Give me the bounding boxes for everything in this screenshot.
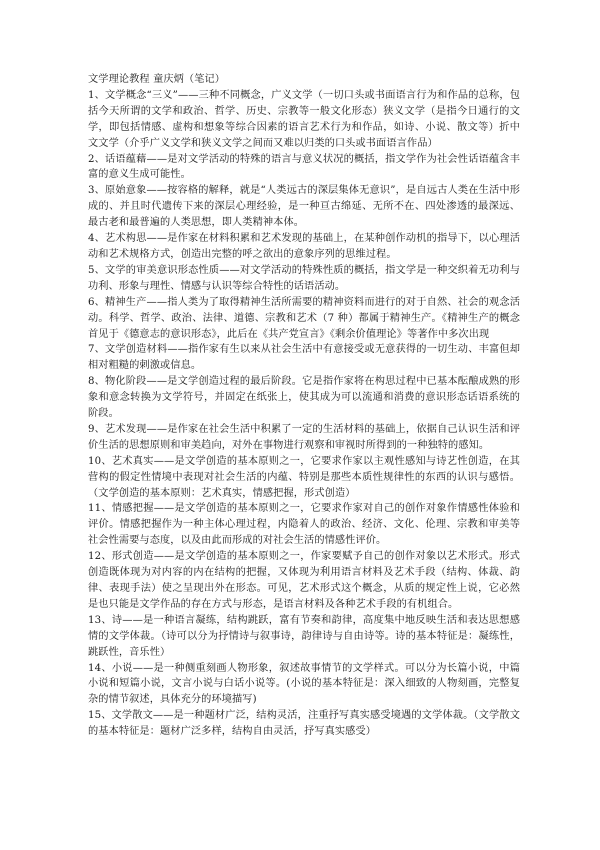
entry-11: 11、情感把握——是文学创造的基本原则之一，它要求作家对自己的创作对象作情感性体验和评价。情感把握作为一种主体心理过程，内隐着人的政治、经济、文化、伦理、宗教和审美等社会性需要与态度，以及由此而形成的对社会生活的情感性评价。 bbox=[88, 503, 520, 547]
entry-10: 10、艺术真实——是文学创造的基本原则之一，它要求作家以主观性感知与诗艺性创造，在其营构的假定性情境中表现对社会生活的内蕴、特别是那些本质性规律性的东西的认识与感悟。（文学创造的基本原则：艺术真实，情感把握，形式创造） bbox=[88, 455, 520, 499]
entry-8: 8、物化阶段——是文学创造过程的最后阶段。它是指作家将在构思过程中已基本酝酿成熟的形象和意念转换为文学符号，并固定在纸张上，使其成为可以流通和消费的意识形态话语系统的阶段。 bbox=[88, 376, 520, 420]
document-title: 文学理论教程 童庆炳（笔记） bbox=[88, 74, 226, 85]
entry-14: 14、小说——是一种侧重刻画人物形象，叙述故事情节的文学样式。可以分为长篇小说，中篇小说和短篇小说，文言小说与白话小说等。(小说的基本特征是：深入细致的人物刻画，完整复杂的情节叙述，具体充分的环境描写) bbox=[88, 662, 520, 706]
entry-12: 12、形式创造——是文学创造的基本原则之一，作家要赋予自己的创作对象以艺术形式。形式创造既体现为对内容的内在结构的把握，又体现为利用语言材料及艺术手段（结构、体裁、韵律、表现手法）使之呈现出外在形态。可见，艺术形式这个概念，从质的规定性上说，它必然是也只能是文学作品的存在方式与形态，是语言材料及各种艺术手段的有机组合。 bbox=[88, 551, 520, 610]
entry-13: 13、诗——是一种语言凝练，结构跳跃，富有节奏和韵律，高度集中地反映生活和表达思想感情的文学体裁。（诗可以分为抒情诗与叙事诗，韵律诗与自由诗等。诗的基本特征是：凝练性，跳跃性，音乐性） bbox=[88, 614, 520, 658]
entry-7: 7、文学创造材料——指作家有生以来从社会生活中有意接受或无意获得的一切生动、丰富但却相对粗糙的刺激或信息。 bbox=[88, 344, 520, 372]
entry-2: 2、话语蕴藉——是对文学活动的特殊的语言与意义状况的概括，指文学作为社会性话语蕴含丰富的意义生成可能性。 bbox=[88, 153, 520, 181]
entry-9: 9、艺术发现——是作家在社会生活中积累了一定的生活材料的基础上，依据自己认识生活和评价生活的思想原则和审美趋向，对外在事物进行观察和审视时所得到的一种独特的感知。 bbox=[88, 423, 520, 451]
document-page bbox=[88, 72, 520, 740]
entry-1: 1、文学概念“三义”——三种不同概念，广义文学（一切口头或书面语言行为和作品的总称，包括今天所谓的文学和政治、哲学、历史、宗教等一般文化形态）狭义文学（是指今日通行的文学，即包括情感、虚构和想象等综合因素的语言艺术行为和作品，如诗、小说、散文等）折中文文学（介乎广义文学和狭义文学之间而又难以归类的口头或书面语言作品） bbox=[88, 89, 520, 149]
entry-4: 4、艺术构思——是作家在材料积累和艺术发现的基础上，在某种创作动机的指导下，以心理活动和艺术规格方式，创造出完整的呼之欲出的意象序列的思维过程。 bbox=[88, 233, 520, 260]
entry-5: 5、文学的审美意识形态性质——对文学活动的特殊性质的概括，指文学是一种交织着无功利与功利、形象与理性、情感与认识等综合特性的话语活动。 bbox=[88, 264, 520, 292]
entry-15: 15、文学散文——是一种题材广泛，结构灵活，注重抒写真实感受境遇的文学体裁。（文学散文的基本特征是：题材广泛多样，结构自由灵活，抒写真实感受） bbox=[88, 710, 520, 738]
entry-6: 6、精神生产——指人类为了取得精神生活所需要的精神资料而进行的对于自然、社会的观念活动。科学、哲学、政治、法律、道德、宗教和艺术（7 种）都属于精神生产。《精神生产的概念首见于《德意志的意识形态》，此后在《共产党宣言》《剩余价值理论》等著作中多次出现 bbox=[88, 296, 520, 340]
entry-3: 3、原始意象——按容格的解释，就是“人类远古的深层集体无意识”，是自远古人类在生活中形成的、并且时代遗传下来的深层心理经验，是一种亘古绵延、无所不在、四处渗透的最深远、最古老和最普遍的人类思想，即人类精神本体。 bbox=[88, 185, 520, 229]
